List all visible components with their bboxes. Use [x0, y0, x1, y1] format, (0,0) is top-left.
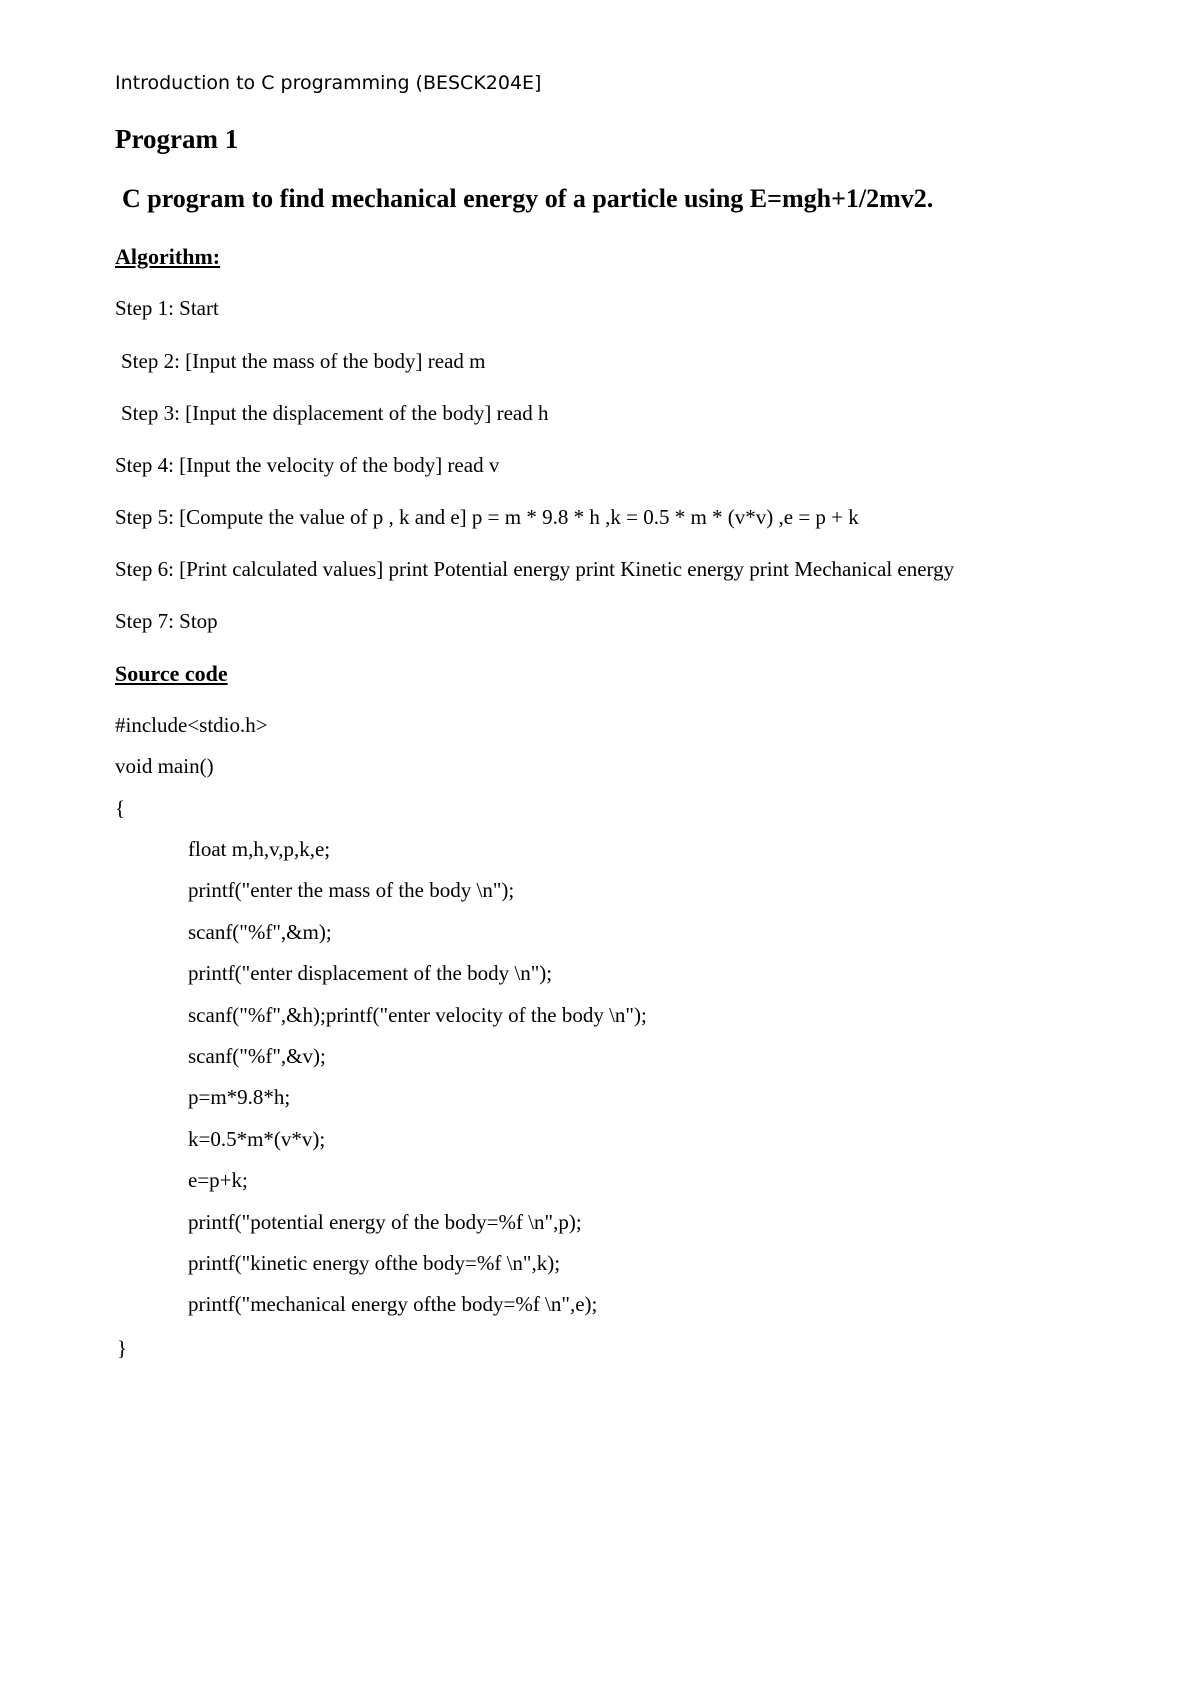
code-line-16: } — [117, 1336, 128, 1360]
code-line-15: printf("mechanical energy ofthe body=%f \n",e); — [188, 1292, 598, 1316]
code-line-12: e=p+k; — [188, 1168, 248, 1192]
code-line-6: scanf("%f",&m); — [188, 920, 332, 944]
code-line-2: void main() — [115, 754, 214, 778]
algorithm-heading: Algorithm: — [115, 244, 221, 269]
code-line-10: p=m*9.8*h; — [188, 1085, 291, 1109]
code-line-9: scanf("%f",&v); — [188, 1044, 326, 1068]
algorithm-step-6: Step 6: [Print calculated values] print Potential energy print Kinetic energy print Mechanical energy — [115, 557, 955, 581]
algorithm-step-4: Step 4: [Input the velocity of the body] read v — [115, 453, 500, 477]
code-line-3: { — [115, 796, 126, 820]
algorithm-step-7: Step 7: Stop — [115, 609, 218, 633]
algorithm-step-2: Step 2: [Input the mass of the body] read m — [121, 349, 486, 373]
code-line-4: float m,h,v,p,k,e; — [188, 837, 331, 861]
code-line-13: printf("potential energy of the body=%f \n",p); — [188, 1210, 582, 1234]
code-line-1: #include<stdio.h> — [115, 713, 268, 737]
algorithm-step-5: Step 5: [Compute the value of p , k and e] p = m * 9.8 * h ,k = 0.5 * m * (v*v) ,e = p + k — [115, 505, 859, 529]
code-line-11: k=0.5*m*(v*v); — [188, 1127, 326, 1151]
algorithm-step-1: Step 1: Start — [115, 296, 219, 320]
code-line-8: scanf("%f",&h);printf("enter velocity of the body \n"); — [188, 1003, 647, 1027]
algorithm-step-3: Step 3: [Input the displacement of the body] read h — [121, 401, 549, 425]
course-header: Introduction to C programming (BESCK204E] — [115, 72, 542, 94]
program-description: C program to find mechanical energy of a particle using E=mgh+1/2mv2. — [122, 184, 934, 213]
code-line-5: printf("enter the mass of the body \n"); — [188, 878, 515, 902]
source-code-heading: Source code — [115, 661, 228, 686]
code-line-7: printf("enter displacement of the body \n"); — [188, 961, 553, 985]
program-number-title: Program 1 — [115, 124, 239, 154]
code-line-14: printf("kinetic energy ofthe body=%f \n",k); — [188, 1251, 561, 1275]
